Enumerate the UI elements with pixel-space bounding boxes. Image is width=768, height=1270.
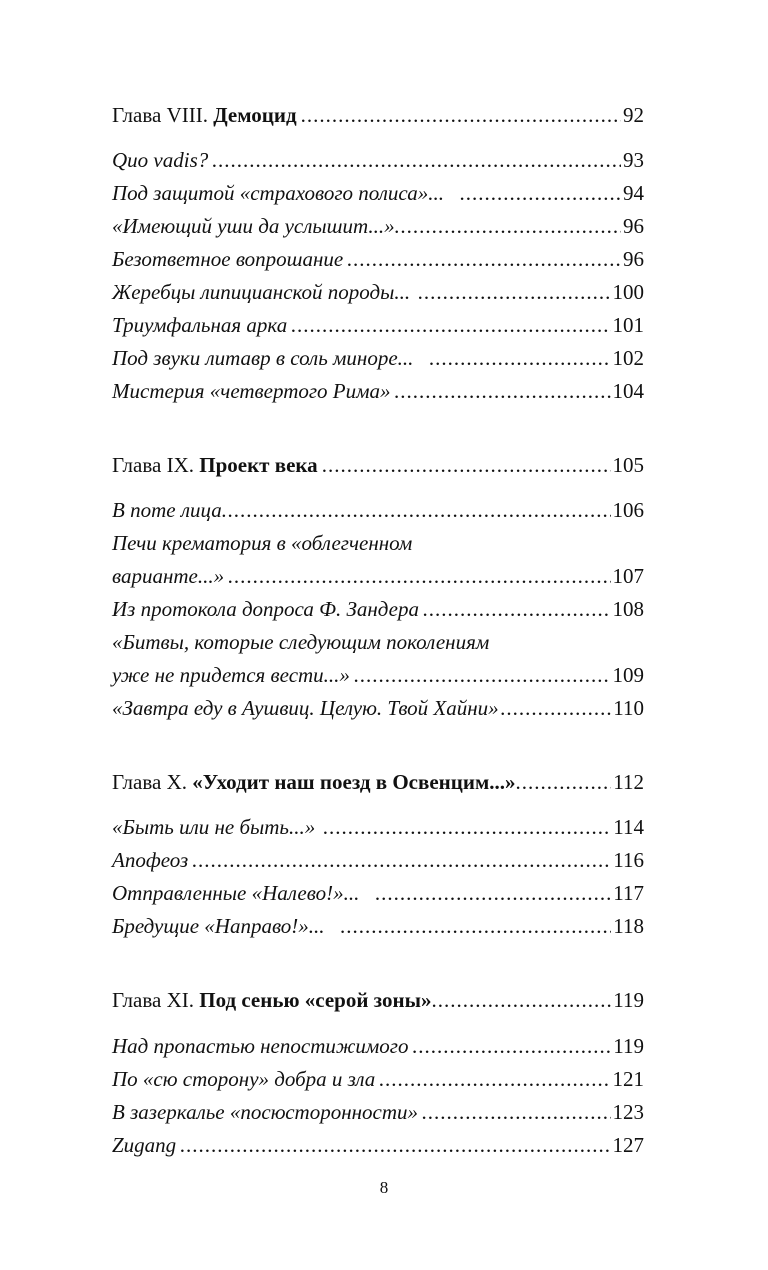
dot-leader (516, 767, 612, 797)
page-number: 108 (612, 597, 644, 621)
toc-entry (112, 495, 644, 525)
page-number: 104 (612, 379, 644, 403)
entry-title-line1: Печи крематория в «облегченном (112, 531, 413, 555)
toc-entry (112, 178, 644, 208)
dot-leader (429, 343, 610, 373)
toc-entry (112, 1097, 644, 1127)
entry-title: Под защитой «страхового полиса»... (112, 181, 444, 205)
toc-entry (112, 1130, 644, 1160)
dot-leader (418, 277, 610, 307)
page-number: 102 (612, 346, 644, 370)
toc-entry (112, 911, 644, 941)
page-number: 109 (612, 663, 644, 687)
chapter-heading (112, 767, 644, 797)
chapter-number: Глава IX. (112, 453, 194, 477)
page-number: 117 (613, 881, 644, 905)
page-number: 119 (613, 1034, 644, 1058)
entry-title: Жеребцы липицианской породы... (112, 280, 411, 304)
toc-entry (112, 1064, 644, 1094)
page-number: 107 (612, 564, 644, 588)
toc-entry (112, 561, 644, 591)
dot-leader (301, 100, 621, 130)
page-number: 121 (612, 1067, 644, 1091)
toc-entry (112, 594, 644, 624)
entry-title: Триумфальная арка (112, 313, 288, 337)
entry-title: Мистерия «четвертого Рима» (112, 379, 391, 403)
page-number: 123 (612, 1100, 644, 1124)
page-number: 105 (612, 453, 644, 477)
entry-title-line1: «Битвы, которые следующим поколениям (112, 630, 490, 654)
page-folio: 8 (379, 1178, 389, 1197)
toc-entry (112, 845, 644, 875)
toc-entry (112, 145, 644, 175)
toc-entry (112, 310, 644, 340)
chapter-heading (112, 100, 644, 130)
entry-title: уже не придется вести...» (112, 663, 350, 687)
page-number: 94 (623, 181, 644, 205)
dot-leader (395, 376, 611, 406)
entry-title: Под звуки литавр в соль миноре... (112, 346, 414, 370)
dot-leader (180, 1130, 610, 1160)
page-number: 92 (623, 103, 644, 127)
entry-title: Отправленные «Налево!»... (112, 881, 360, 905)
page-number: 110 (613, 696, 644, 720)
page-number: 93 (623, 148, 644, 172)
page-number: 118 (613, 914, 644, 938)
chapter-number: Глава X. (112, 770, 187, 794)
page-number: 127 (612, 1133, 644, 1157)
toc-entry (112, 660, 644, 690)
dot-leader (291, 310, 610, 340)
dot-leader (347, 244, 621, 274)
dot-leader (422, 1097, 610, 1127)
dot-leader (375, 878, 611, 908)
page-number: 116 (613, 848, 644, 872)
entry-title: В поте лица (112, 498, 222, 522)
chapter-title: Под сенью «серой зоны» (199, 988, 432, 1012)
page-number: 96 (623, 214, 644, 238)
toc-entry (112, 277, 644, 307)
chapter-title: Демоцид (213, 103, 297, 127)
entry-title: Quo vadis? (112, 148, 209, 172)
entry-title: Над пропастью непостижимого (112, 1034, 409, 1058)
entry-title: Zugang (112, 1133, 177, 1157)
dot-leader (423, 594, 611, 624)
dot-leader (322, 450, 611, 480)
dot-leader (341, 911, 612, 941)
dot-leader (379, 1064, 610, 1094)
dot-leader (212, 145, 621, 175)
dot-leader (222, 495, 611, 525)
page-number: 114 (613, 815, 644, 839)
chapter-number: Глава VIII. (112, 103, 208, 127)
dot-leader (431, 985, 611, 1015)
dot-leader (228, 561, 610, 591)
chapter-heading (112, 450, 644, 480)
chapter-number: Глава XI. (112, 988, 194, 1012)
dot-leader (460, 178, 621, 208)
dot-leader (413, 1031, 612, 1061)
entry-title: варианте...» (112, 564, 225, 588)
page-number: 101 (612, 313, 644, 337)
chapter-title: Проект века (199, 453, 318, 477)
page-number: 100 (612, 280, 644, 304)
chapter-title: «Уходит наш поезд в Освенцим...» (192, 770, 516, 794)
entry-title: «Быть или не быть...» (112, 815, 316, 839)
entry-title: По «сю сторону» добра и зла (112, 1067, 376, 1091)
toc-entry (112, 693, 644, 723)
toc-entry (112, 812, 644, 842)
dot-leader (192, 845, 611, 875)
entry-title: «Завтра еду в Аушвиц. Целую. Твой Хайни» (112, 696, 499, 720)
toc-entry (112, 244, 644, 274)
entry-title: Бредущие «Направо!»... (112, 914, 325, 938)
entry-title: «Имеющий уши да услышит...» (112, 214, 395, 238)
page-number: 112 (613, 770, 644, 794)
entry-title: В зазеркалье «посюсторонности» (112, 1100, 419, 1124)
dot-leader (395, 211, 621, 241)
page-number: 96 (623, 247, 644, 271)
dot-leader (501, 693, 612, 723)
entry-title: Из протокола допроса Ф. Зандера (112, 597, 419, 621)
chapter-heading (112, 985, 644, 1015)
entry-title: Безответное вопрошание (112, 247, 344, 271)
toc-entry (112, 343, 644, 373)
toc-entry (112, 1031, 644, 1061)
toc-entry (112, 878, 644, 908)
toc-entry (112, 211, 644, 241)
dot-leader (354, 660, 611, 690)
page-number: 119 (613, 988, 644, 1012)
entry-title: Апофеоз (112, 848, 189, 872)
page-number: 106 (612, 498, 644, 522)
dot-leader (323, 812, 611, 842)
toc-entry (112, 376, 644, 406)
